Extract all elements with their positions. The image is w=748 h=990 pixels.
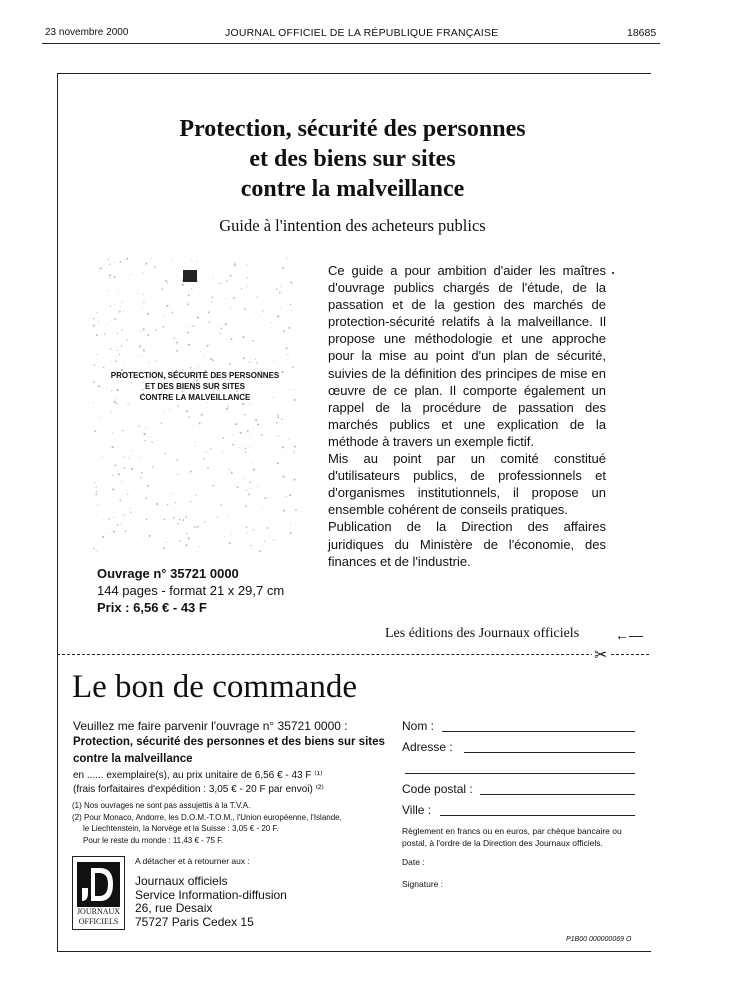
description-paragraph: Publication de la Direction des affaires juridiques du Ministère de l'économie, des finances et de l'industrie. [328, 519, 606, 569]
cut-line [57, 654, 649, 655]
ad-title-line: et des biens sur sites [249, 146, 456, 172]
header-rule [42, 43, 660, 44]
footnote: (2) Pour Monaco, Andorre, les D.O.M.-T.O.M., l'Union européenne, l'Islande, [72, 812, 342, 822]
reference-code: P1B00 000000069 O [566, 936, 632, 943]
jo-logo-icon [77, 862, 120, 907]
order-request-text: Veuillez me faire parvenir l'ouvrage n° 35721 0000 : [73, 719, 348, 733]
footnote: Pour le reste du monde : 11,43 € - 75 F. [83, 835, 224, 845]
address-field-line-2[interactable] [405, 773, 635, 774]
publisher-line: Les éditions des Journaux officiels [385, 626, 580, 641]
description-paragraph: Ce guide a pour ambition d'aider les maîtres d'ouvrage publics chargés de l'étude, de la passation et de la gestion des marchés de protection-sécurité relatifs à la malveillance. Il propose une méthodologie et une approche pour la mise au point d'un plan de sécurité, suivies de la définition des principes de mise en œuvre de ce plan. Il comporte également un rappel de la procédure de passation des marchés publics et une explication de la méthode à travers un exemple fictif. [328, 263, 606, 449]
logo-line: JOURNAUX [76, 907, 121, 916]
detach-instruction: A détacher et à retourner aux : [135, 856, 250, 866]
city-label: Ville : [402, 803, 432, 817]
address-line: Service Information-diffusion [135, 887, 287, 902]
stray-mark [612, 272, 614, 274]
signature-field[interactable]: Signature : [402, 879, 444, 889]
header-journal-title: JOURNAL OFFICIEL DE LA RÉPUBLIQUE FRANÇAISE [225, 27, 499, 39]
logo-line: OFFICIELS [78, 916, 119, 926]
cover-title [93, 370, 297, 403]
footnote: le Liechtenstein, la Norvège et la Suisse : 3,05 € - 20 F. [83, 824, 279, 833]
ad-title-line: contre la malveillance [240, 176, 465, 202]
cover-logo-icon [183, 270, 197, 282]
address-line: 75727 Paris Cedex 15 [135, 914, 254, 929]
quantity-line[interactable]: en ...... exemplaire(s), au prix unitaire de 6,56 € - 43 F ⁽¹⁾ [73, 770, 323, 781]
order-book-title: Protection, sécurité des personnes et des biens sur sites contre la malveillance [73, 736, 385, 765]
book-price: Prix : 6,56 € - 43 F [97, 600, 207, 615]
ad-subtitle: Guide à l'intention des acheteurs publics [219, 216, 486, 235]
cover-texture [93, 258, 297, 555]
address-line: Journaux officiels [135, 874, 228, 888]
arrow-left-icon: ←— [615, 627, 643, 643]
payment-instructions: Règlement en francs ou en euros, par chèque bancaire ou postal, à l'ordre de la Direction des Journaux officiels. [402, 826, 622, 848]
name-label: Nom : [402, 719, 435, 733]
book-format: 144 pages - format 21 x 29,7 cm [97, 583, 285, 598]
postal-code-label: Code postal : [402, 782, 473, 796]
shipping-line: (frais forfaitaires d'expédition : 3,05 € - 20 F par envoi) ⁽²⁾ [73, 784, 324, 795]
cover-title-line: CONTRE LA MALVEILLANCE [139, 393, 251, 402]
ad-title [100, 114, 605, 204]
footnotes [72, 800, 342, 846]
cover-title-line: PROTECTION, SÉCURITÉ DES PERSONNES [110, 371, 280, 380]
address-label: Adresse : [402, 740, 453, 754]
header-page-number: 18685 [627, 27, 657, 39]
ad-description [328, 262, 606, 570]
ad-title-line: Protection, sécurité des personnes [179, 116, 526, 142]
description-paragraph: Mis au point par un comité constitué d'utilisateurs publics, de professionnels et d'organismes institutionnels, il propose un ensemble cohérent de conseils pratiques. [328, 451, 606, 518]
order-request [73, 718, 395, 796]
scissors-icon: ✂ [594, 647, 608, 664]
journaux-officiels-logo [72, 856, 125, 930]
address-field[interactable] [464, 752, 635, 753]
book-cover-image [93, 258, 297, 555]
name-field[interactable] [442, 731, 635, 732]
header-date: 23 novembre 2000 [45, 27, 129, 38]
address-line: 26, rue Desaix [135, 901, 213, 915]
return-address [135, 875, 287, 929]
footnote: (1) Nos ouvrages ne sont pas assujettis à la T.V.A. [72, 801, 251, 810]
logo-text [73, 907, 124, 926]
book-number: Ouvrage n° 35721 0000 [97, 566, 239, 581]
order-form-heading: Le bon de commande [72, 669, 357, 705]
city-field[interactable] [440, 815, 635, 816]
postal-code-field[interactable] [480, 794, 635, 795]
book-reference [97, 565, 284, 616]
date-field[interactable]: Date : [402, 857, 425, 867]
cover-title-line: ET DES BIENS SUR SITES [144, 382, 246, 391]
